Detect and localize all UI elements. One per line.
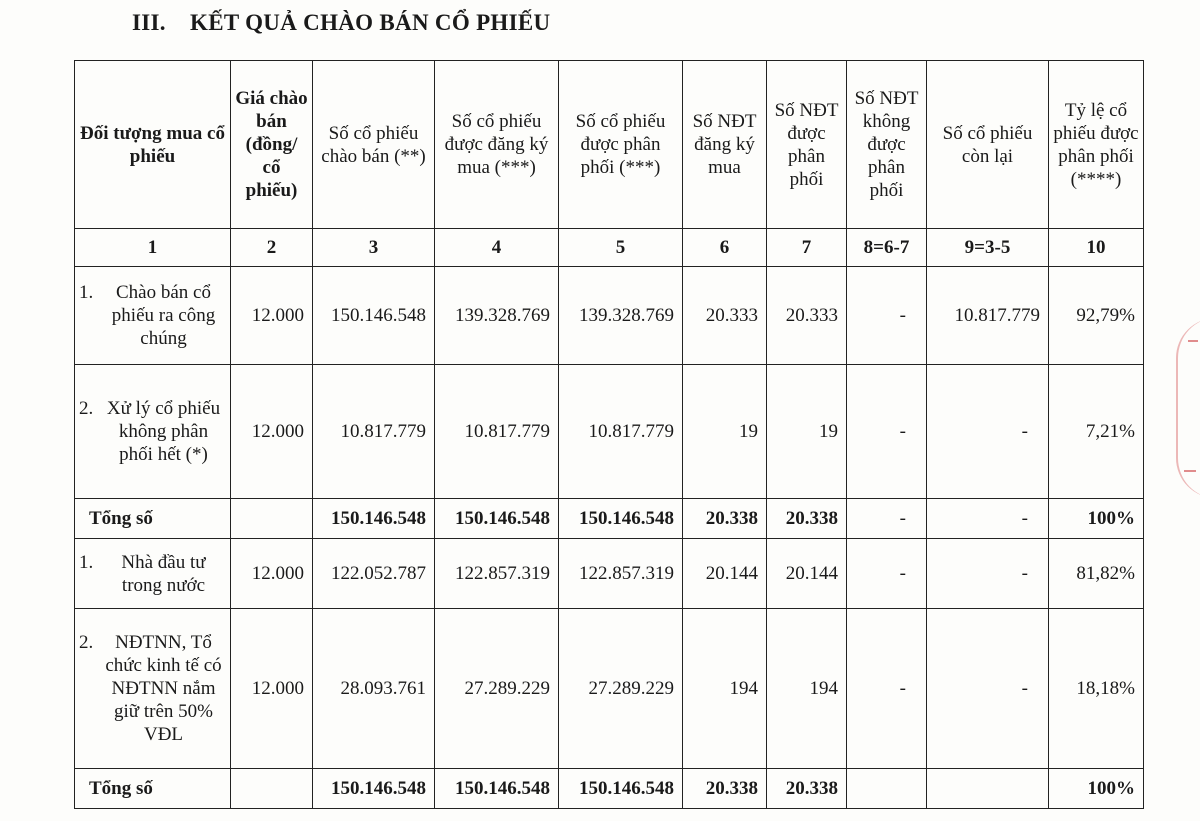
- header-cell: Giá chào bán (đồng/ cổ phiếu): [231, 61, 313, 229]
- allocated-shares-cell: 122.857.319: [559, 539, 683, 609]
- allocated-investors-cell: 194: [767, 609, 847, 769]
- total-row: [75, 769, 1144, 809]
- row-label-cell: [75, 609, 231, 769]
- remaining-shares-cell: [927, 769, 1049, 809]
- table-row: [75, 365, 1144, 499]
- allocated-investors-cell: 20.338: [767, 769, 847, 809]
- unallocated-investors-cell: -: [847, 365, 927, 499]
- registered-shares-cell: 150.146.548: [435, 499, 559, 539]
- column-number: 5: [559, 229, 683, 267]
- remaining-shares-cell: -: [927, 499, 1049, 539]
- total-label: Tổng số: [75, 769, 231, 809]
- column-number-row: [75, 229, 1144, 267]
- allocated-investors-cell: 19: [767, 365, 847, 499]
- header-cell: Số cổ phiếu được phân phối (***): [559, 61, 683, 229]
- header-cell: Đối tượng mua cổ phiếu: [75, 61, 231, 229]
- registered-investors-cell: 20.338: [683, 499, 767, 539]
- offered-shares-cell: 122.052.787: [313, 539, 435, 609]
- allocated-investors-cell: 20.333: [767, 267, 847, 365]
- allocated-shares-cell: 10.817.779: [559, 365, 683, 499]
- table-row: [75, 609, 1144, 769]
- column-number: 9=3-5: [927, 229, 1049, 267]
- section-number: III.: [132, 10, 166, 35]
- price-cell: 12.000: [231, 365, 313, 499]
- column-number: 8=6-7: [847, 229, 927, 267]
- price-cell: 12.000: [231, 267, 313, 365]
- registered-shares-cell: 27.289.229: [435, 609, 559, 769]
- offered-shares-cell: 150.146.548: [313, 769, 435, 809]
- column-number: 2: [231, 229, 313, 267]
- row-label: Nhà đầu tư trong nước: [121, 551, 206, 596]
- allocated-investors-cell: 20.144: [767, 539, 847, 609]
- unallocated-investors-cell: -: [847, 609, 927, 769]
- unallocated-investors-cell: -: [847, 499, 927, 539]
- column-number: 7: [767, 229, 847, 267]
- remaining-shares-cell: -: [927, 365, 1049, 499]
- table-row: [75, 539, 1144, 609]
- header-row: [75, 61, 1144, 229]
- remaining-shares-cell: 10.817.779: [927, 267, 1049, 365]
- allocated-investors-cell: 20.338: [767, 499, 847, 539]
- registered-investors-cell: 194: [683, 609, 767, 769]
- registered-investors-cell: 20.144: [683, 539, 767, 609]
- header-cell: Số cổ phiếu còn lại: [927, 61, 1049, 229]
- registered-shares-cell: 139.328.769: [435, 267, 559, 365]
- row-label: Chào bán cổ phiếu ra công chúng: [111, 282, 216, 349]
- table-row: [75, 267, 1144, 365]
- row-label-cell: [75, 365, 231, 499]
- stamp-mark: [1184, 470, 1196, 472]
- allocated-shares-cell: 150.146.548: [559, 769, 683, 809]
- row-label: NĐTNN, Tổ chức kinh tế có NĐTNN nắm giữ trên 50% VĐL: [105, 632, 222, 745]
- row-label-cell: [75, 539, 231, 609]
- header-cell: Số NĐT được phân phối: [767, 61, 847, 229]
- allocation-ratio-cell: 100%: [1049, 769, 1144, 809]
- registered-investors-cell: 20.338: [683, 769, 767, 809]
- section-heading: [132, 10, 550, 36]
- column-number: 1: [75, 229, 231, 267]
- header-cell: Số NĐT không được phân phối: [847, 61, 927, 229]
- row-index: 1.: [79, 282, 94, 303]
- total-row: [75, 499, 1144, 539]
- row-index: 2.: [79, 632, 94, 653]
- offered-shares-cell: 150.146.548: [313, 499, 435, 539]
- offered-shares-cell: 10.817.779: [313, 365, 435, 499]
- unallocated-investors-cell: [847, 769, 927, 809]
- allocation-ratio-cell: 92,79%: [1049, 267, 1144, 365]
- column-number: 10: [1049, 229, 1144, 267]
- registered-investors-cell: 20.333: [683, 267, 767, 365]
- registered-shares-cell: 150.146.548: [435, 769, 559, 809]
- stamp-mark: [1188, 340, 1198, 342]
- allocation-ratio-cell: 100%: [1049, 499, 1144, 539]
- remaining-shares-cell: -: [927, 609, 1049, 769]
- section-title: KẾT QUẢ CHÀO BÁN CỔ PHIẾU: [190, 10, 551, 35]
- column-number: 3: [313, 229, 435, 267]
- allocated-shares-cell: 150.146.548: [559, 499, 683, 539]
- column-number: 6: [683, 229, 767, 267]
- registered-shares-cell: 10.817.779: [435, 365, 559, 499]
- allocation-ratio-cell: 81,82%: [1049, 539, 1144, 609]
- offering-results-table: [74, 60, 1144, 809]
- allocated-shares-cell: 139.328.769: [559, 267, 683, 365]
- registered-investors-cell: 19: [683, 365, 767, 499]
- allocated-shares-cell: 27.289.229: [559, 609, 683, 769]
- row-label: Xử lý cổ phiếu không phân phối hết (*): [106, 398, 221, 465]
- header-cell: Số NĐT đăng ký mua: [683, 61, 767, 229]
- remaining-shares-cell: -: [927, 539, 1049, 609]
- allocation-ratio-cell: 18,18%: [1049, 609, 1144, 769]
- unallocated-investors-cell: -: [847, 539, 927, 609]
- header-cell: Số cổ phiếu chào bán (**): [313, 61, 435, 229]
- price-cell: 12.000: [231, 539, 313, 609]
- price-cell: [231, 769, 313, 809]
- header-cell: Tỷ lệ cổ phiếu được phân phối (****): [1049, 61, 1144, 229]
- row-index: 2.: [79, 398, 94, 419]
- column-number: 4: [435, 229, 559, 267]
- offered-shares-cell: 28.093.761: [313, 609, 435, 769]
- allocation-ratio-cell: 7,21%: [1049, 365, 1144, 499]
- row-label-cell: [75, 267, 231, 365]
- unallocated-investors-cell: -: [847, 267, 927, 365]
- price-cell: 12.000: [231, 609, 313, 769]
- offered-shares-cell: 150.146.548: [313, 267, 435, 365]
- total-label: Tổng số: [75, 499, 231, 539]
- header-cell: Số cổ phiếu được đăng ký mua (***): [435, 61, 559, 229]
- price-cell: [231, 499, 313, 539]
- row-index: 1.: [79, 551, 94, 573]
- registered-shares-cell: 122.857.319: [435, 539, 559, 609]
